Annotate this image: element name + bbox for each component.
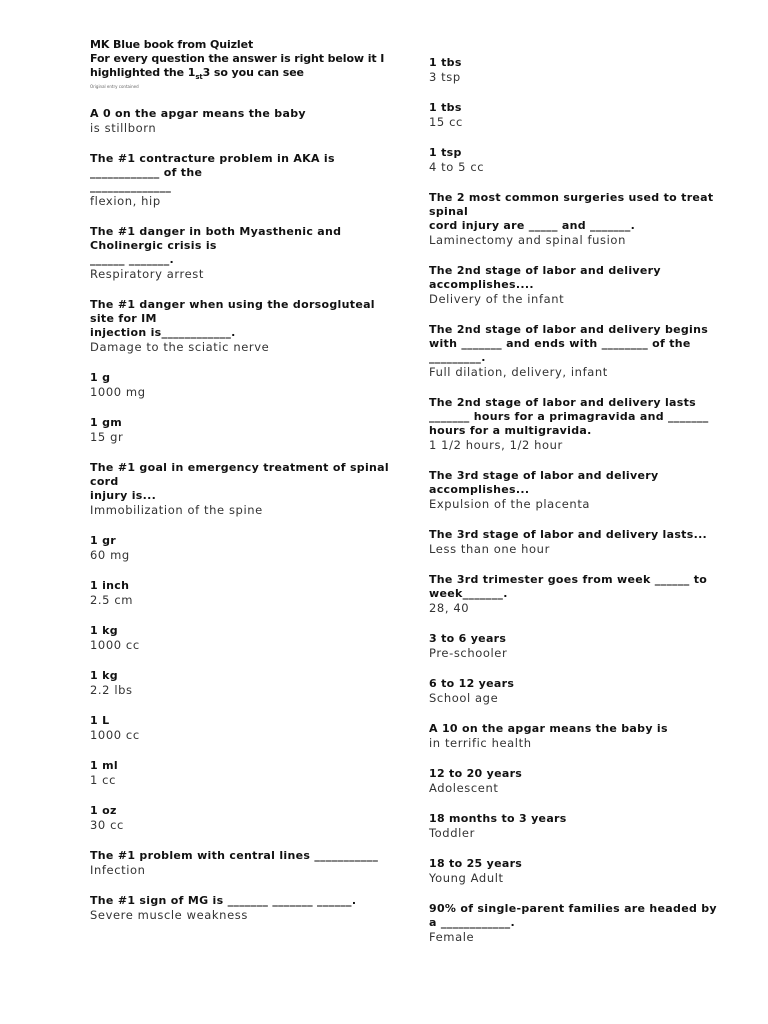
flashcard-entry	[90, 714, 390, 742]
flashcard-entry	[429, 812, 719, 840]
flashcard-answer: Expulsion of the placenta	[429, 497, 591, 511]
flashcard-answer: 1 cc	[90, 773, 117, 788]
flashcard-question: 1 tbs	[429, 56, 462, 69]
flashcard-answer: Pre-schooler	[429, 646, 508, 660]
subtitle-text-after: 3 so you can see	[202, 66, 304, 79]
flashcard-entry	[429, 191, 719, 247]
flashcard-question: A 0 on the apgar means the baby	[90, 107, 306, 121]
flashcard-question: A 10 on the apgar means the baby is	[429, 722, 668, 735]
flashcard-question: The #1 problem with central lines ___________	[90, 849, 379, 863]
flashcard-question: 1 L	[90, 714, 110, 728]
flashcard-entry	[90, 849, 390, 877]
flashcard-answer: 28, 40	[429, 601, 470, 615]
flashcard-question: 18 months to 3 years	[429, 812, 567, 825]
flashcard-entry	[429, 677, 719, 705]
flashcard-answer: 4 to 5 cc	[429, 160, 485, 174]
header-small-print: Original entry contained	[90, 84, 139, 90]
flashcard-answer: Laminectomy and spinal fusion	[429, 233, 626, 247]
flashcard-answer: Female	[429, 930, 475, 944]
flashcard-entry	[429, 632, 719, 660]
flashcard-question: 6 to 12 years	[429, 677, 515, 690]
flashcard-question: The 3rd stage of labor and delivery lasts...	[429, 528, 708, 541]
flashcard-question: The 3rd trimester goes from week ______ to week_______.	[429, 573, 708, 600]
flashcard-answer: 1000 cc	[90, 728, 140, 743]
flashcard-entry	[429, 902, 719, 944]
subtitle-superscript: st	[195, 73, 203, 82]
flashcard-answer: Respiratory arrest	[90, 267, 204, 282]
flashcard-question: The #1 contracture problem in AKA is ____________ of the ______________	[90, 152, 335, 194]
flashcard-question: The #1 danger in both Myasthenic and Cholinergic crisis is ______ _______.	[90, 225, 342, 267]
flashcard-answer: in terrific health	[429, 736, 532, 750]
flashcard-answer: 60 mg	[90, 548, 130, 563]
flashcard-entry	[90, 759, 390, 787]
flashcard-question: 1 tbs	[429, 101, 462, 114]
flashcard-question: The #1 sign of MG is _______ _______ ______.	[90, 894, 357, 908]
flashcard-entry	[429, 767, 719, 795]
flashcard-answer: Damage to the sciatic nerve	[90, 340, 270, 355]
left-column	[90, 38, 390, 939]
flashcard-entry	[90, 804, 390, 832]
flashcard-question: 1 gr	[90, 534, 116, 548]
flashcard-entry	[429, 722, 719, 750]
flashcard-answer: 2.5 cm	[90, 593, 134, 608]
flashcard-entry	[429, 469, 719, 511]
document-header	[90, 38, 390, 89]
flashcard-question: 90% of single-parent families are headed by a ____________.	[429, 902, 717, 929]
flashcard-answer: School age	[429, 691, 499, 705]
flashcard-question: The 2nd stage of labor and delivery lasts _______ hours for a primagravida and _______ hours for a multigravida.	[429, 396, 709, 437]
flashcard-entry	[90, 416, 390, 444]
flashcard-entry	[429, 323, 719, 379]
flashcard-answer: 1000 cc	[90, 638, 140, 653]
flashcard-question: The 2 most common surgeries used to treat spinal cord injury are _____ and _______.	[429, 191, 714, 232]
flashcard-question: 1 kg	[90, 669, 118, 683]
flashcard-answer: Adolescent	[429, 781, 499, 795]
flashcard-entry	[429, 264, 719, 306]
flashcard-entry	[429, 573, 719, 615]
flashcard-question: 1 inch	[90, 579, 130, 593]
flashcard-entry	[90, 371, 390, 399]
flashcard-question: The #1 danger when using the dorsogluteal site for IM injection is____________.	[90, 298, 375, 340]
flashcard-entry	[429, 56, 719, 84]
flashcard-question: The 2nd stage of labor and delivery accomplishes....	[429, 264, 661, 291]
flashcard-answer: Delivery of the infant	[429, 292, 565, 306]
flashcard-question: 1 gm	[90, 416, 123, 430]
flashcard-answer: Full dilation, delivery, infant	[429, 365, 608, 379]
flashcard-answer: Toddler	[429, 826, 475, 840]
flashcard-answer: is stillborn	[90, 121, 157, 136]
flashcard-question: 1 g	[90, 371, 111, 385]
flashcard-question: The 2nd stage of labor and delivery begins with _______ and ends with ________ of the _________.	[429, 323, 709, 364]
flashcard-answer: 15 cc	[429, 115, 463, 129]
flashcard-answer: 3 tsp	[429, 70, 461, 84]
flashcard-question: 3 to 6 years	[429, 632, 507, 645]
document-title: MK Blue book from Quizlet	[90, 38, 254, 51]
flashcard-entry	[90, 461, 390, 517]
flashcard-answer: 30 cc	[90, 818, 124, 833]
flashcard-answer: 15 gr	[90, 430, 124, 445]
flashcard-entry	[90, 534, 390, 562]
right-entries	[429, 56, 719, 944]
flashcard-answer: Immobilization of the spine	[90, 503, 263, 518]
flashcard-entry	[90, 624, 390, 652]
flashcard-answer: 2.2 lbs	[90, 683, 133, 698]
flashcard-entry	[90, 225, 390, 281]
flashcard-question: The #1 goal in emergency treatment of spinal cord injury is...	[90, 461, 389, 503]
document-subtitle-line-1: For every question the answer is right below it I	[90, 52, 385, 65]
flashcard-question: 1 ml	[90, 759, 118, 773]
flashcard-question: 1 kg	[90, 624, 118, 638]
subtitle-text-before: highlighted the 1	[90, 66, 196, 79]
flashcard-question: The 3rd stage of labor and delivery accomplishes...	[429, 469, 659, 496]
flashcard-entry	[90, 669, 390, 697]
flashcard-question: 12 to 20 years	[429, 767, 523, 780]
flashcard-entry	[429, 146, 719, 174]
flashcard-answer: 1 1/2 hours, 1/2 hour	[429, 438, 563, 452]
flashcard-answer: Less than one hour	[429, 542, 550, 556]
flashcard-answer: Severe muscle weakness	[90, 908, 248, 923]
flashcard-answer: Young Adult	[429, 871, 504, 885]
flashcard-answer: flexion, hip	[90, 194, 161, 209]
left-entries	[90, 107, 390, 922]
flashcard-entry	[429, 101, 719, 129]
flashcard-question: 1 tsp	[429, 146, 462, 159]
flashcard-answer: 1000 mg	[90, 385, 146, 400]
right-column	[429, 56, 719, 961]
flashcard-entry	[90, 152, 390, 208]
flashcard-entry	[90, 107, 390, 135]
flashcard-question: 18 to 25 years	[429, 857, 523, 870]
flashcard-question: 1 oz	[90, 804, 117, 818]
flashcard-entry	[429, 528, 719, 556]
flashcard-entry	[90, 298, 390, 354]
flashcard-entry	[90, 579, 390, 607]
flashcard-entry	[90, 894, 390, 922]
flashcard-entry	[429, 396, 719, 452]
flashcard-entry	[429, 857, 719, 885]
document-subtitle-line-2	[90, 66, 390, 84]
flashcard-answer: Infection	[90, 863, 146, 878]
